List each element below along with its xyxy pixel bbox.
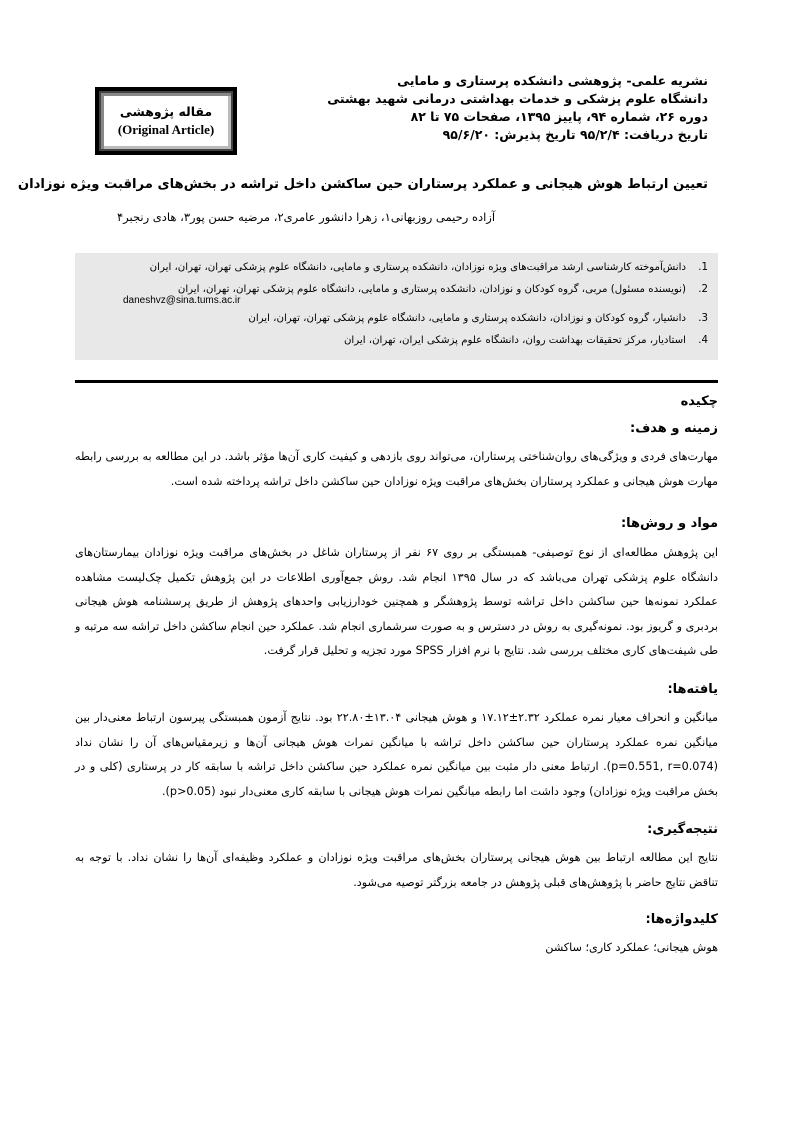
methods-text: این پژوهش مطالعه‌ای از نوع توصیفی- همبستگی بر روی ۶۷ نفر از پرستاران شاغل در بخش‌های مراقبت ویژه نوزادان بیمارستان‌های دانشگاه علوم پزشکی تهران می‌باشد که در سال ۱۳۹۵ انجام شد. روش جمع‌آوری اطلاعات در این پژوهش تکمیل چک‌لیست مشاهده عملکرد نمونه‌ها حین ساکشن داخل تراشه توسط پژوهشگر و همچنین خودارزیابی واحدهای پژوهش از طریق پرسشنامه هوش هیجانی بردبری و گریوز بود. نمونه‌گیری به روش در دسترس و به صورت سرشماری انجام شد. عملکرد حین انجام ساکشن داخل تراشه سه مرتبه و طی شیفت‌های کاری مختلف بررسی شد. نتایج با نرم افزار SPSS مورد تجزیه و تحلیل قرار گرفت. — [75, 546, 719, 657]
section-divider — [75, 380, 718, 383]
affiliation-number: 3. — [698, 313, 708, 324]
affiliation-number: 1. — [698, 262, 708, 273]
affiliation-text: دانشیار، گروه کودکان و نوزادان، دانشکده پرستاری و مامایی، دانشگاه علوم پزشکی تهران، تهران، ایران — [248, 313, 686, 324]
article-type-box — [95, 87, 237, 155]
conclusion-text: نتایج این مطالعه ارتباط بین هوش هیجانی پرستاران بخش‌های مراقبت ویژه نوزادان و عملکرد وظیفه‌ای آن‌ها را نشان نداد. با توجه به تناقض نتایج حاضر با پژوهش‌های قبلی پژوهش در جامعه بزرگتر توصیه می‌شود. — [75, 851, 718, 889]
journal-line-3: دوره ۲۶، شماره ۹۴، پاییز ۱۳۹۵، صفحات ۷۵ تا ۸۲ — [410, 109, 708, 124]
results-heading: یافته‌ها: — [667, 682, 718, 697]
journal-line-2: دانشگاه علوم پزشکی و خدمات بهداشتی درمانی شهید بهشتی — [327, 91, 708, 106]
authors-text: آزاده رحیمی روزبهانی۱، زهرا دانشور عامری۲، مرضیه حسن پور۳، هادی رنجبر۴ — [116, 210, 496, 224]
abstract-heading: چکیده — [680, 394, 718, 409]
journal-line-1: نشریه علمی- پژوهشی دانشکده پرستاری و مامایی — [397, 73, 708, 88]
results-text: میانگین و انحراف معیار نمره عملکرد ۲.۳۲±۱۷.۱۲ و هوش هیجانی ۱۳.۰۴±۲۲.۸۰ بود. نتایج آزمون همبستگی پیرسون ارتباط معنی‌دار بین میانگین نمره عملکرد پرستاران حین ساکشن داخل تراشه با میانگین نمرات هوش هیجانی آن‌ها و زیرمقیاس‌های آن را نشان نداد (p=0.551, r=0.074). ارتباط معنی دار مثبت بین میانگین نمره عملکرد حین ساکشن داخل تراشه با سابقه کار در پرستاری (کلی و در بخش مراقبت ویژه نوزادان) وجود داشت اما رابطه میانگین نمرات هوش هیجانی با سابقه کاری معنی‌دار نبود (p>0.05). — [75, 711, 718, 798]
affiliation-item — [85, 308, 708, 330]
affiliations-box — [75, 253, 718, 360]
keywords-text: هوش هیجانی؛ عملکرد کاری؛ ساکشن — [545, 941, 718, 954]
methods-heading: مواد و روش‌ها: — [620, 516, 718, 531]
corresponding-email[interactable]: daneshvz@sina.tums.ac.ir — [123, 295, 241, 306]
affiliation-text: استادیار، مرکز تحقیقات بهداشت روان، دانشگاه علوم پزشکی ایران، تهران، ایران — [343, 334, 686, 346]
background-heading: زمینه و هدف: — [630, 421, 718, 436]
article-title: تعیین ارتباط هوش هیجانی و عملکرد پرستاران حین ساکشن داخل تراشه در بخش‌های مراقبت ویژه نوزادان — [17, 177, 708, 192]
affiliation-text: (نویسنده مسئول) مربی، گروه کودکان و نوزادان، دانشکده پرستاری و مامایی، دانشگاه علوم پزشکی تهران، تهران، ایران — [177, 283, 686, 295]
author-list — [60, 210, 702, 224]
affiliation-item — [85, 330, 708, 352]
abstract — [75, 392, 719, 954]
article-type-en: (Original Article) — [117, 122, 215, 137]
conclusion-heading: نتیجه‌گیری: — [647, 822, 718, 837]
article-type-fa: مقاله پژوهشی — [119, 104, 213, 119]
background-text: مهارت‌های فردی و ویژگی‌های روان‌شناختی پرستاران، می‌تواند روی بازدهی و کیفیت کاری آن‌ها مؤثر باشد. در این مطالعه به بررسی رابطه مهارت هوش هیجانی و عملکرد پرستاران بخش‌های مراقبت ویژه نوزادان حین ساکشن داخل تراشه پرداخته شده است. — [75, 450, 718, 488]
affiliation-text: دانش‌آموخته کارشناسی ارشد مراقبت‌های ویژه نوزادان، دانشکده پرستاری و مامایی، دانشگاه علوم پزشکی تهران، تهران، ایران — [149, 262, 686, 273]
affiliation-number: 2. — [698, 283, 708, 295]
affiliation-number: 4. — [698, 334, 708, 346]
journal-line-4: تاریخ دریافت: ۹۵/۲/۴ تاریخ پذیرش: ۹۵/۶/۲۰ — [442, 127, 708, 142]
keywords-heading: کلیدواژه‌ها: — [645, 912, 718, 927]
journal-header — [288, 72, 708, 144]
affiliation-item — [85, 257, 708, 279]
